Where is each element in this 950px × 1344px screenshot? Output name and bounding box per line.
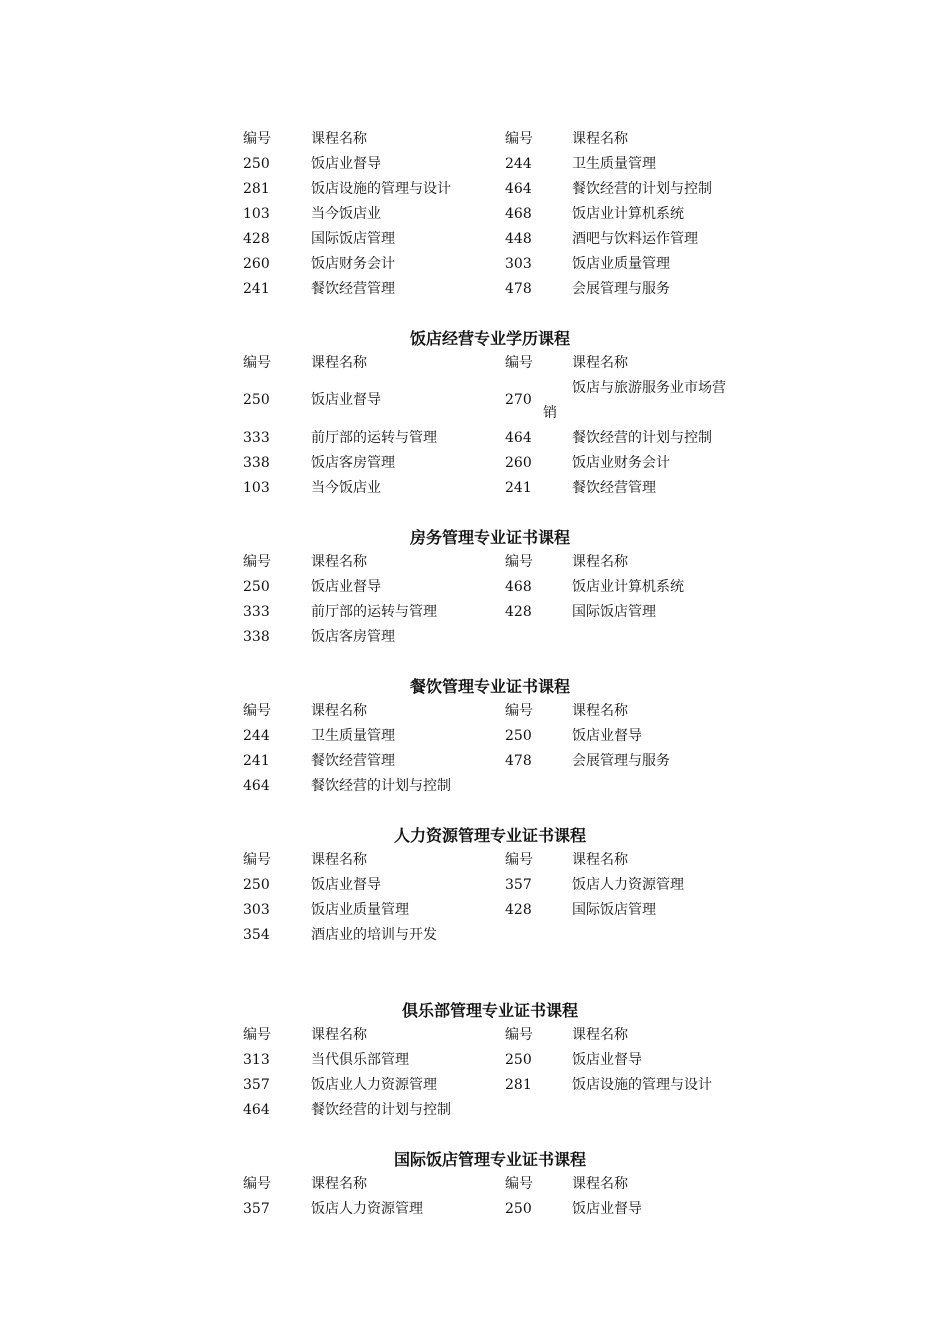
course-code: 428: [505, 604, 532, 620]
course-code: 250: [505, 728, 532, 744]
course-name: 饭店人力资源管理: [311, 1201, 423, 1217]
course-code: 270: [505, 392, 532, 408]
course-code: 448: [505, 231, 532, 247]
course-code: 281: [243, 181, 270, 197]
header-course-name: 课程名称: [572, 852, 628, 868]
course-code: 468: [505, 579, 532, 595]
course-name: 饭店业督导: [572, 1201, 642, 1217]
header-course-name: 课程名称: [311, 1176, 367, 1192]
course-code: 478: [505, 753, 532, 769]
course-code: 464: [243, 1102, 270, 1118]
header-code: 编号: [243, 131, 271, 147]
header-code: 编号: [243, 355, 271, 371]
course-code: 464: [243, 778, 270, 794]
header-course-name: 课程名称: [572, 554, 628, 570]
course-name: 饭店业计算机系统: [572, 206, 684, 222]
course-name: 饭店业督导: [311, 877, 381, 893]
course-name: 酒店业的培训与开发: [311, 927, 437, 943]
course-code: 250: [243, 156, 270, 172]
table-row: [0, 876, 950, 901]
header-code: 编号: [505, 355, 533, 371]
header-course-name: 课程名称: [311, 355, 367, 371]
table-row: [0, 752, 950, 777]
course-code: 338: [243, 629, 270, 645]
course-code: 357: [243, 1077, 270, 1093]
course-name: 饭店业计算机系统: [572, 579, 684, 595]
course-code: 244: [243, 728, 270, 744]
table-row: [0, 628, 950, 653]
table-row: [0, 727, 950, 752]
course-code: 464: [505, 430, 532, 446]
table-row: [0, 578, 950, 603]
table-row: [0, 379, 950, 429]
table-row: [0, 479, 950, 504]
course-name: 餐饮经营的计划与控制: [311, 778, 451, 794]
table-row: [0, 255, 950, 280]
course-code: 250: [243, 392, 270, 408]
course-code: 357: [505, 877, 532, 893]
course-code: 281: [505, 1077, 532, 1093]
table-row: [0, 429, 950, 454]
section-title: 国际饭店管理专业证书课程: [393, 1150, 586, 1169]
course-code: 103: [243, 480, 270, 496]
table-row: [0, 180, 950, 205]
table-row: [0, 454, 950, 479]
course-name: 国际饭店管理: [572, 902, 656, 918]
table-header-row: [0, 130, 950, 155]
course-name: 餐饮经营的计划与控制: [572, 430, 712, 446]
table-header-row: [0, 1026, 950, 1051]
course-name: 会展管理与服务: [572, 753, 670, 769]
course-name: 当今饭店业: [311, 206, 381, 222]
course-name: 卫生质量管理: [572, 156, 656, 172]
header-code: 编号: [243, 852, 271, 868]
course-code: 478: [505, 281, 532, 297]
course-code: 428: [505, 902, 532, 918]
table-row: [0, 155, 950, 180]
section-title: 餐饮管理专业证书课程: [409, 677, 570, 696]
course-code: 250: [505, 1052, 532, 1068]
course-code: 250: [243, 877, 270, 893]
course-code: 333: [243, 604, 270, 620]
course-name: 饭店客房管理: [311, 629, 395, 645]
course-name: 卫生质量管理: [311, 728, 395, 744]
header-code: 编号: [505, 1027, 533, 1043]
course-name: 饭店客房管理: [311, 455, 395, 471]
table-header-row: [0, 354, 950, 379]
header-course-name: 课程名称: [311, 1027, 367, 1043]
section-title: 房务管理专业证书课程: [409, 528, 570, 547]
table-row: [0, 603, 950, 628]
table-row: [0, 777, 950, 802]
table-row: [0, 926, 950, 951]
course-code: 428: [243, 231, 270, 247]
course-code: 241: [505, 480, 532, 496]
course-name: 当代俱乐部管理: [311, 1052, 409, 1068]
table-row: [0, 1051, 950, 1076]
course-code: 303: [243, 902, 270, 918]
course-code: 464: [505, 181, 532, 197]
course-code: 250: [243, 579, 270, 595]
course-name: 饭店业人力资源管理: [311, 1077, 437, 1093]
table-row: [0, 1200, 950, 1225]
header-course-name: 课程名称: [311, 131, 367, 147]
course-name: 餐饮经营管理: [572, 480, 656, 496]
header-code: 编号: [243, 554, 271, 570]
course-name: 前厅部的运转与管理: [311, 430, 437, 446]
section-title: 俱乐部管理专业证书课程: [401, 1001, 578, 1020]
course-name: 餐饮经营管理: [311, 281, 395, 297]
header-course-name: 课程名称: [572, 1176, 628, 1192]
course-code: 303: [505, 256, 532, 272]
header-code: 编号: [243, 1027, 271, 1043]
course-code: 333: [243, 430, 270, 446]
course-name: 饭店业质量管理: [572, 256, 670, 272]
course-name: 饭店与旅游服务业市场营: [572, 380, 726, 396]
course-name: 餐饮经营管理: [311, 753, 395, 769]
course-name: 饭店业质量管理: [311, 902, 409, 918]
course-name: 会展管理与服务: [572, 281, 670, 297]
course-name: 饭店财务会计: [311, 256, 395, 272]
course-name: 饭店业督导: [311, 392, 381, 408]
header-course-name: 课程名称: [572, 703, 628, 719]
course-name: 饭店业督导: [572, 1052, 642, 1068]
course-code: 241: [243, 753, 270, 769]
course-code: 103: [243, 206, 270, 222]
header-course-name: 课程名称: [572, 131, 628, 147]
course-name: 餐饮经营的计划与控制: [311, 1102, 451, 1118]
header-course-name: 课程名称: [572, 1027, 628, 1043]
course-code: 357: [243, 1201, 270, 1217]
course-name: 饭店业督导: [572, 728, 642, 744]
course-code: 313: [243, 1052, 270, 1068]
table-row: [0, 280, 950, 305]
course-name: 饭店业督导: [311, 579, 381, 595]
table-row: [0, 205, 950, 230]
course-code: 354: [243, 927, 270, 943]
course-name: 餐饮经营的计划与控制: [572, 181, 712, 197]
course-code: 260: [505, 455, 532, 471]
course-name: 饭店设施的管理与设计: [572, 1077, 712, 1093]
table-row: [0, 1101, 950, 1126]
course-code: 250: [505, 1201, 532, 1217]
table-header-row: [0, 553, 950, 578]
table-row: [0, 230, 950, 255]
section-title: 人力资源管理专业证书课程: [393, 826, 586, 845]
header-course-name: 课程名称: [311, 852, 367, 868]
header-code: 编号: [243, 1176, 271, 1192]
course-code: 241: [243, 281, 270, 297]
header-course-name: 课程名称: [311, 554, 367, 570]
table-row: [0, 1076, 950, 1101]
course-name: 国际饭店管理: [572, 604, 656, 620]
course-code: 244: [505, 156, 532, 172]
course-code: 260: [243, 256, 270, 272]
header-code: 编号: [505, 1176, 533, 1192]
course-name: 饭店设施的管理与设计: [311, 181, 451, 197]
header-course-name: 课程名称: [311, 703, 367, 719]
section-title: 饭店经营专业学历课程: [409, 329, 570, 348]
table-header-row: [0, 702, 950, 727]
course-name: 饭店业财务会计: [572, 455, 670, 471]
course-name: 饭店业督导: [311, 156, 381, 172]
header-code: 编号: [505, 554, 533, 570]
course-name: 酒吧与饮料运作管理: [572, 231, 698, 247]
header-course-name: 课程名称: [572, 355, 628, 371]
course-code: 338: [243, 455, 270, 471]
course-name: 当今饭店业: [311, 480, 381, 496]
table-header-row: [0, 851, 950, 876]
header-code: 编号: [505, 852, 533, 868]
table-row: [0, 901, 950, 926]
header-code: 编号: [243, 703, 271, 719]
header-code: 编号: [505, 703, 533, 719]
table-header-row: [0, 1175, 950, 1200]
course-name-wrap: 销: [543, 405, 557, 421]
course-code: 468: [505, 206, 532, 222]
course-name: 前厅部的运转与管理: [311, 604, 437, 620]
course-name: 国际饭店管理: [311, 231, 395, 247]
header-code: 编号: [505, 131, 533, 147]
course-name: 饭店人力资源管理: [572, 877, 684, 893]
